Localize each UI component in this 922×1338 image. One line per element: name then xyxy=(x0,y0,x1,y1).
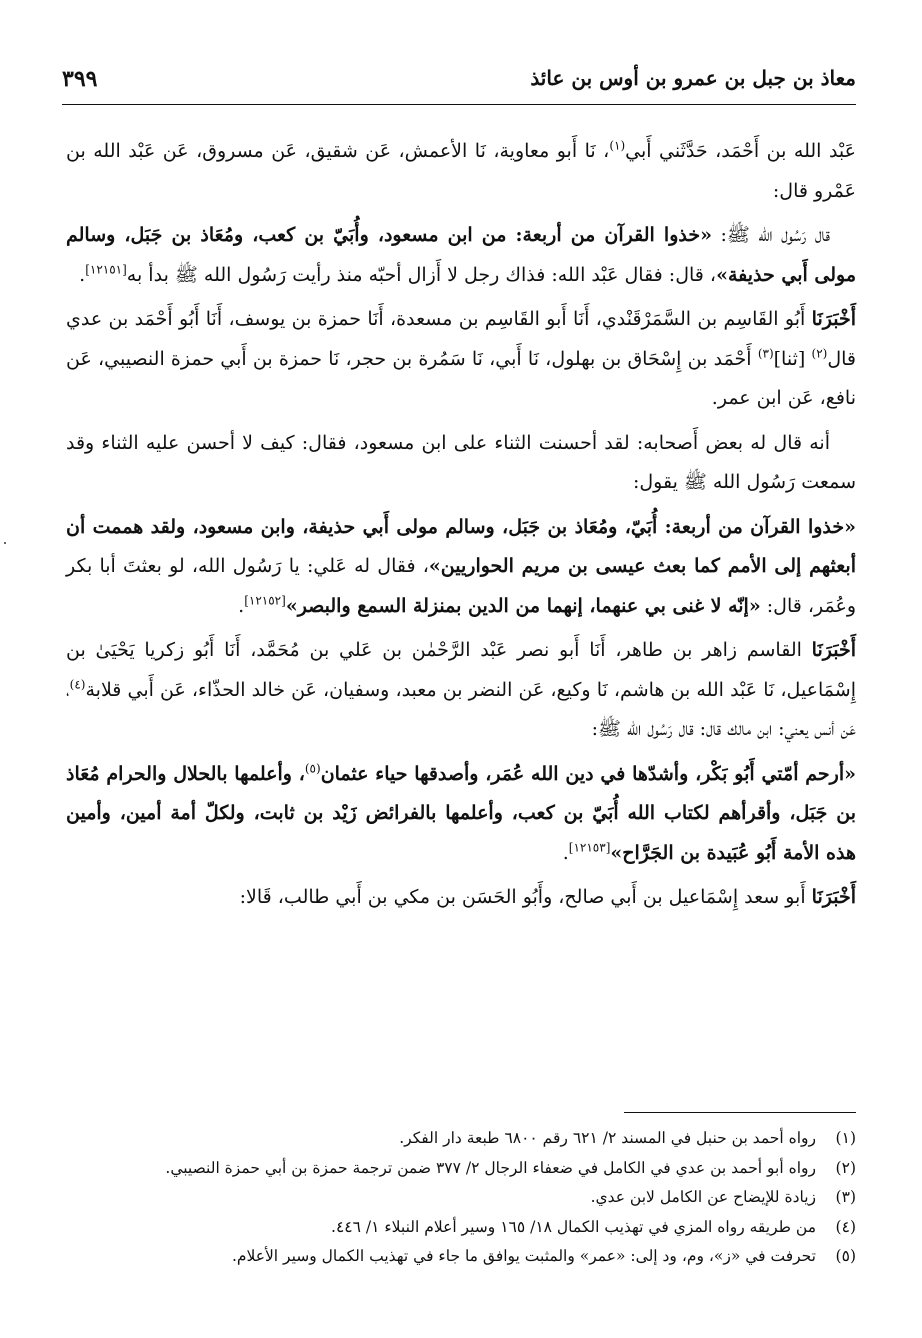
footnote-number: (٢) xyxy=(835,1158,856,1177)
text-span: ، فقال له عَلي: يا رَسُول الله، لو بعثتَ أبا بكر وعُمَر، قال: xyxy=(66,555,856,617)
footnote-ref-2[interactable]: (٢) xyxy=(811,346,828,361)
hadith-paragraph-3: «أرحم أمّتي أَبُو بَكْر، وأشدّها في دين الله عُمَر، وأصدقها حياء عثمان$^{(٥)}$، وأعلمها بالحلال والحرام مُعَاذ بن جَبَل، وأقرأهم لكتاب الله أُبَيّ بن كعب، وأعلمها بالفرائض زَيْد بن ثابت، ولكلّ أمة أمين، وأمين هذه الأمة أَبُو عُبَيدة بن الجَرَّاح»[١٢١٥٣]. xyxy=(66,761,856,864)
header-rule xyxy=(62,104,856,105)
main-text xyxy=(66,132,856,923)
text-span: ، عَن أنس يعني: ابن مالك قال: قال رَسُول الله ﷺ: xyxy=(66,678,856,740)
hadith-number-ref: [١٢١٥١] xyxy=(85,262,127,277)
footnote-item xyxy=(66,1213,856,1243)
text-span: أَبُو القَاسِم بن السَّمَرْقَنْدي، أَنَا أَبو القَاسِم بن مسعدة، أَنَا حمزة بن يوسف، أَنَا أَبُو أَحْمَد بن عدي قال xyxy=(66,308,857,370)
footnote-number: (١) xyxy=(835,1129,856,1147)
footnote-item xyxy=(66,1154,856,1184)
hadith-paragraph-1: قال رَسُول الله ﷺ: «خذوا القرآن من أربعة: من ابن مسعود، وأُبَيّ بن كعب، ومُعَاذ بن جَبَل، وسالم مولى أَبي حذيفة»، قال: فقال عَبْد الله: فذاك رجل لا أَزال أحبّه منذ رأيت رَسُول الله ﷺ بدأ به[١٢١٥١]. xyxy=(66,224,856,286)
hadith-matn: «أرحم أمّتي أَبُو بَكْر، وأشدّها في دين الله عُمَر، وأصدقها حياء عثمان xyxy=(320,762,856,785)
footnote-item xyxy=(66,1124,856,1154)
text-span: ، نَا أَبو معاوية، نَا الأعمش، عَن شقيق، عَن مسروق، عَن عَبْد الله بن عَمْرو قال: xyxy=(66,140,856,202)
hadith-number-ref: [١٢١٥٣] xyxy=(568,840,611,855)
narration-paragraph xyxy=(66,424,856,503)
text-span: عَبْد الله بن أَحْمَد، حَدَّثَني أَبي xyxy=(625,140,856,162)
footnote-number: (٤) xyxy=(835,1217,856,1236)
hadith-matn: «خذوا القرآن من أربعة: من ابن مسعود، وأُبَيّ بن كعب، ومُعَاذ بن جَبَل، وسالم مولى أَبي حذيفة» xyxy=(66,224,856,286)
akhbarana-keyword: أَخْبَرَنَا xyxy=(811,639,856,661)
text-span: [ثنا] xyxy=(773,347,806,370)
page-header xyxy=(62,66,856,102)
footnotes xyxy=(66,1124,856,1272)
isnad-paragraph-2 xyxy=(66,300,856,419)
running-title: معاذ بن جبل بن عمرو بن أوس بن عائذ xyxy=(530,66,856,90)
footnote-item xyxy=(66,1183,856,1213)
isnad-paragraph-1 xyxy=(66,132,856,211)
footnote-ref-4[interactable]: (٤) xyxy=(69,677,86,692)
akhbarana-keyword: أَخْبَرَنَا xyxy=(811,886,856,908)
isnad-paragraph-4 xyxy=(66,878,856,918)
footnote-number: (٥) xyxy=(835,1247,856,1265)
hadith-matn: ، وأعلمها بالحلال والحرام مُعَاذ بن جَبَل، وأقرأهم لكتاب الله أُبَيّ بن كعب، وأعلمها بالفرائض زَيْد بن ثابت، ولكلّ أمة أمين، وأمين هذه الأمة أَبُو عُبَيدة بن الجَرَّاح» xyxy=(66,762,856,864)
footnote-text: رواه أحمد بن حنبل في المسند ٢/ ٦٢١ رقم ٦٨٠٠ طبعة دار الفكر. xyxy=(399,1129,816,1147)
footnote-text: رواه أبو أحمد بن عدي في الكامل في ضعفاء الرجال ٢/ ٣٧٧ ضمن ترجمة حمزة بن أبي حمزة النصيبي. xyxy=(165,1158,816,1177)
hadith-number-ref: [١٢١٥٢] xyxy=(244,593,286,608)
hadith-paragraph-2: «خذوا القرآن من أربعة: أُبَيّ، ومُعَاذ بن جَبَل، وسالم مولى أَبي حذيفة، وابن مسعود، ولقد هممت أن أبعثهم إلى الأمم كما بعث عيسى بن مريم الحواريين»، فقال له عَلي: يا رَسُول الله، لو بعثتَ أبا بكر وعُمَر، قال: «إنّه لا غنى بي عنهما، إنهما من الدين بمنزلة السمع والبصر»[١٢١٥٢]. xyxy=(66,515,856,617)
isnad-paragraph-3 xyxy=(66,631,856,750)
footnote-item xyxy=(66,1242,856,1272)
footnote-text: من طريقه رواه المزي في تهذيب الكمال ١٨/ ١٦٥ وسير أعلام النبلاء ١/ ٤٤٦. xyxy=(331,1217,816,1236)
text-span: أَبو سعد إِسْمَاعيل بن أَبي صالح، وأَبُو الحَسَن بن مكي بن أَبي طالب، قَالا: xyxy=(239,886,806,908)
footnote-text: زيادة للإيضاح عن الكامل لابن عدي. xyxy=(590,1188,816,1206)
text-span: ، قال: فقال عَبْد الله: فذاك رجل لا أَزال أحبّه منذ رأيت رَسُول الله ﷺ بدأ به xyxy=(126,263,717,286)
footnote-ref-5[interactable]: (٥) xyxy=(304,761,321,776)
hadith-matn: «إنّه لا غنى بي عنهما، إنهما من الدين بمنزلة السمع والبصر» xyxy=(285,594,761,617)
hadith-matn: «خذوا القرآن من أربعة: أُبَيّ، ومُعَاذ بن جَبَل، وسالم مولى أَبي حذيفة، وابن مسعود، ولقد هممت أن أبعثهم إلى الأمم كما بعث عيسى بن مريم الحواريين» xyxy=(66,515,856,577)
akhbarana-keyword: أَخْبَرَنَا xyxy=(811,308,856,330)
margin-speck xyxy=(4,542,6,544)
footnote-ref-3[interactable]: (٣) xyxy=(757,346,774,361)
footnote-ref-1[interactable]: (١) xyxy=(609,138,626,153)
footnote-text: تحرفت في «ز»، وم، ود إلى: «عمر» والمثبت يوافق ما جاء في تهذيب الكمال وسير الأعلام. xyxy=(231,1247,816,1265)
text-span: قال رَسُول الله ﷺ: xyxy=(720,224,830,246)
text-span: أنه قال له بعض أَصحابه: لقد أحسنت الثناء على ابن مسعود، فقال: كيف لا أحسن عليه الثناء وقد سمعت رَسُول الله ﷺ يقول: xyxy=(66,431,856,493)
footnote-rule xyxy=(624,1112,856,1113)
text-span: القاسم زاهر بن طاهر، أَنَا أَبو نصر عَبْد الرَّحْمٰن بن عَلي بن مُحَمَّد، أَنَا أَبُو زكريا يَحْيَىٰ بن إِسْمَاعيل، نَا عَبْد الله بن هاشم، نَا وكيع، عَن النضر بن معبد، وسفيان، عَن خالد الحذّاء، عَن أَبي قلابة xyxy=(66,639,856,701)
page-number: ٣٩٩ xyxy=(62,66,98,92)
text-span: أَحْمَد بن إِسْحَاق بن بهلول، نَا أَبي، نَا سَمُرة بن حجر، نَا حمزة بن أَبي حمزة النصيبي، عَن نافع، عَن ابن عمر. xyxy=(66,347,856,409)
footnote-number: (٣) xyxy=(835,1188,856,1206)
